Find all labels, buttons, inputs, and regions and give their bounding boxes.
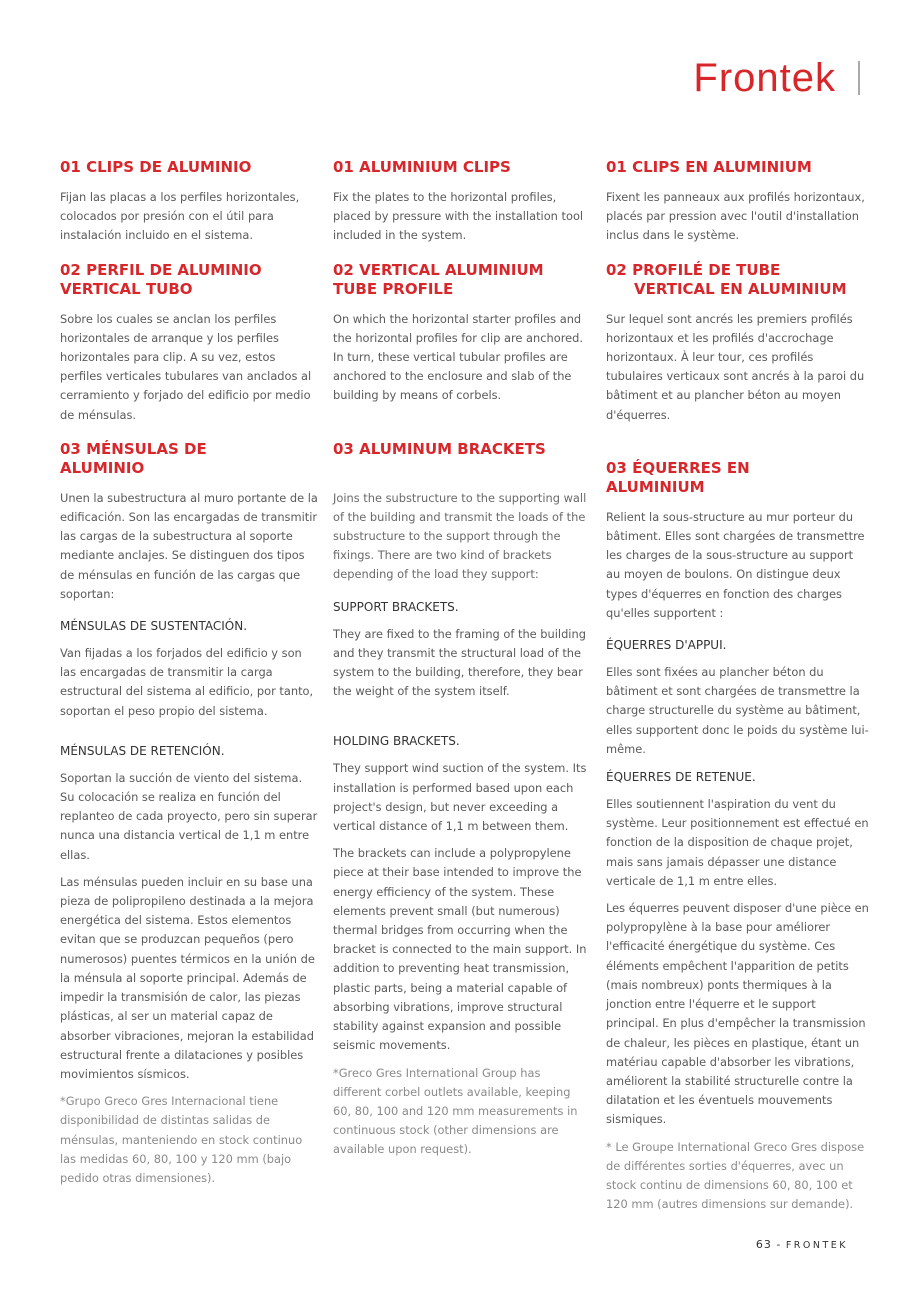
en-section1-text: Fix the plates to the horizontal profiles, placed by pressure with the installation tool included in the system. (333, 190, 584, 243)
en-sub2-text2: The brackets can include a polypropylene piece at their base intended to improve the energy efficiency of the system. These elements prevent small (but numerous) thermal bridges from occurring when the bracket is connected to the main support. In addition to preventing heat transmission, plastic parts, being a material capable of absorbing vibrations, improve structural stability against expansion and possible seismic movements. (333, 846, 587, 1053)
column-english (333, 158, 591, 1160)
fr-sub2-text2: Les équerres peuvent disposer d'une pièce en polypropylène à la base pour améliorer l'efficacité énergétique du système. Ces éléments empêchent l'apparition de petits (mais nombreux) ponts thermiques à la jonction entre l'équerre et le support principal. En plus d'empêcher la transmission de chaleur, les pièces en plastique, étant un matériau capable d'absorber les vibrations, améliorent la stabilité structurelle contre la dilatation et les éventuels mouvements sismiques. (606, 901, 869, 1127)
es-sub2-text1: Soportan la succión de viento del sistema. Su colocación se realiza en función del replanteo de cada proyecto, pero sin superar nunca una distancia vertical de 1,1 m entre ellas. (60, 770, 318, 862)
es-section3-text: Unen la subestructura al muro portante de la edificación. Son las encargadas de transmitir las cargas de la subestructura al soporte mediante anclajes. Se distinguen dos tipos de ménsulas en función de las cargas que soportan: (60, 490, 318, 601)
es-sub1-title: MÉNSULAS DE SUSTENTACIÓN. (60, 619, 248, 634)
es-note: *Grupo Greco Gres Internacional tiene disponibilidad de distintas salidas de ménsulas, manteniendo en stock continuo las medidas 60, 80, 100 y 120 mm (bajo pedido otras dimensiones). (60, 1094, 303, 1185)
en-sub1-text: They are fixed to the framing of the building and they transmit the structural load of the system to the building, therefore, they bear the weight of the system itself. (333, 626, 586, 699)
en-section1-title: 01 ALUMINIUM CLIPS (333, 158, 511, 176)
fr-sub2-title: ÉQUERRES DE RETENUE. (606, 770, 756, 785)
logo-divider (858, 61, 860, 95)
en-section2-text: On which the horizontal starter profiles and the horizontal profiles for clip are anchored. In turn, these vertical tubular profiles are anchored to the enclosure and slab of the building by means of corbels. (333, 311, 583, 403)
es-sub1-text: Van fijadas a los forjados del edificio y son las encargadas de transmitir la carga estructural del sistema al edificio, por tanto, soportan el peso propio del sistema. (60, 646, 314, 718)
fr-section3-text: Relient la sous-structure au mur porteur du bâtiment. Elles sont chargées de transmettre les charges de la sous-structure au support au moyen de boulons. On distingue deux types d'équerres en fonction des charges qu'elles supportent : (606, 509, 865, 620)
es-section1-text: Fijan las placas a los perfiles horizontales, colocados por presión con el útil para instalación incluido en el sistema. (60, 190, 300, 243)
fr-section1-text: Fixent les panneaux aux profilés horizontaux, placés par pression avec l'outil d'installation inclus dans le système. (606, 190, 865, 243)
es-section2-title: 02 PERFIL DE ALUMINIO VERTICAL TUBO (60, 260, 262, 298)
en-sub1-title: SUPPORT BRACKETS. (333, 599, 459, 614)
fr-sub2-text1: Elles soutiennent l'aspiration du vent du système. Leur positionnement est effectué en fonction de la disposition de chaque projet, mais sans jamais dépasser une distance verticale de 1,1 m entre elles. (606, 797, 869, 888)
es-section2-text: Sobre los cuales se anclan los perfiles horizontales de arranque y los perfiles horizontales para clip. A su vez, estos perfiles verticales tubulares van anclados al cerramiento y forjado del edificio por medio de ménsulas. (60, 311, 312, 422)
en-section3-title: 03 ALUMINUM BRACKETS (333, 439, 546, 458)
en-note: *Greco Gres International Group has different corbel outlets available, keeping 60, 80, 100 and 120 mm measurements in continuous stock (other dimensions are available upon request). (333, 1065, 578, 1157)
fr-section2-text: Sur lequel sont ancrés les premiers profilés horizontaux et les profilés d'accrochage horizontaux. À leur tour, ces profilés tubulaires verticaux sont ancrés à la paroi du bâtiment et au plancher béton au moyen d'équerres. (606, 311, 865, 422)
fr-section2-title: 02 PROFILÉ DE TUBE VERTICAL EN ALUMINIUM (606, 260, 847, 298)
column-french (606, 158, 870, 1214)
en-sub2-title: HOLDING BRACKETS. (333, 734, 460, 749)
fr-section1-title: 01 CLIPS EN ALUMINIUM (606, 158, 812, 176)
en-sub2-text1: They support wind suction of the system. Its installation is performed based upon each project's design, but never exceeding a vertical distance of 1,1 m between them. (333, 761, 587, 834)
en-section2-title: 02 VERTICAL ALUMINIUM TUBE PROFILE (333, 260, 544, 298)
es-section1-title: 01 CLIPS DE ALUMINIO (60, 158, 252, 176)
fr-sub1-title: ÉQUERRES D'APPUI. (606, 638, 727, 653)
es-sub2-title: MÉNSULAS DE RETENCIÓN. (60, 743, 225, 758)
page-footer (756, 1238, 848, 1251)
page-number: 63 (755, 1238, 772, 1251)
es-sub2-text2: Las ménsulas pueden incluir en su base una pieza de polipropileno destinada a la mejora energética del sistema. Estos elementos evitan que se produzcan pequeños (pero numerosos) puentes térmicos en la unión de la ménsula al soporte principal. Además de impedir la transmisión de calor, las piezas plásticas, al ser un material capaz de absorber vibraciones, mejoran la estabilidad estructural frente a dilataciones y posibles movimientos sísmicos. (60, 874, 315, 1081)
es-section3-title: 03 MÉNSULAS DE ALUMINIO (60, 439, 207, 477)
fr-section3-title: 03 ÉQUERRES EN ALUMINIUM (606, 458, 750, 496)
fr-note: * Le Groupe International Greco Gres dispose de différentes sorties d'équerres, avec un stock continu de dimensions 60, 80, 100 et 120 mm (autres dimensions sur demande). (606, 1139, 865, 1212)
frontek-logo: Frontek (693, 56, 836, 100)
fr-sub1-text: Elles sont fixées au plancher béton du bâtiment et sont chargées de transmettre la charge structurelle du système au bâtiment, elles supportent donc le poids du système lui-même. (606, 665, 869, 756)
en-section3-text: Joins the substructure to the supporting wall of the building and transmit the loads of the substructure to the support through the fixings. There are two kind of brackets depending of the load they support: (333, 490, 587, 582)
header-logo-area (693, 56, 860, 100)
footer-brand: FRONTEK (785, 1240, 848, 1251)
footer-separator: - (776, 1238, 782, 1251)
column-spanish (60, 158, 318, 1188)
